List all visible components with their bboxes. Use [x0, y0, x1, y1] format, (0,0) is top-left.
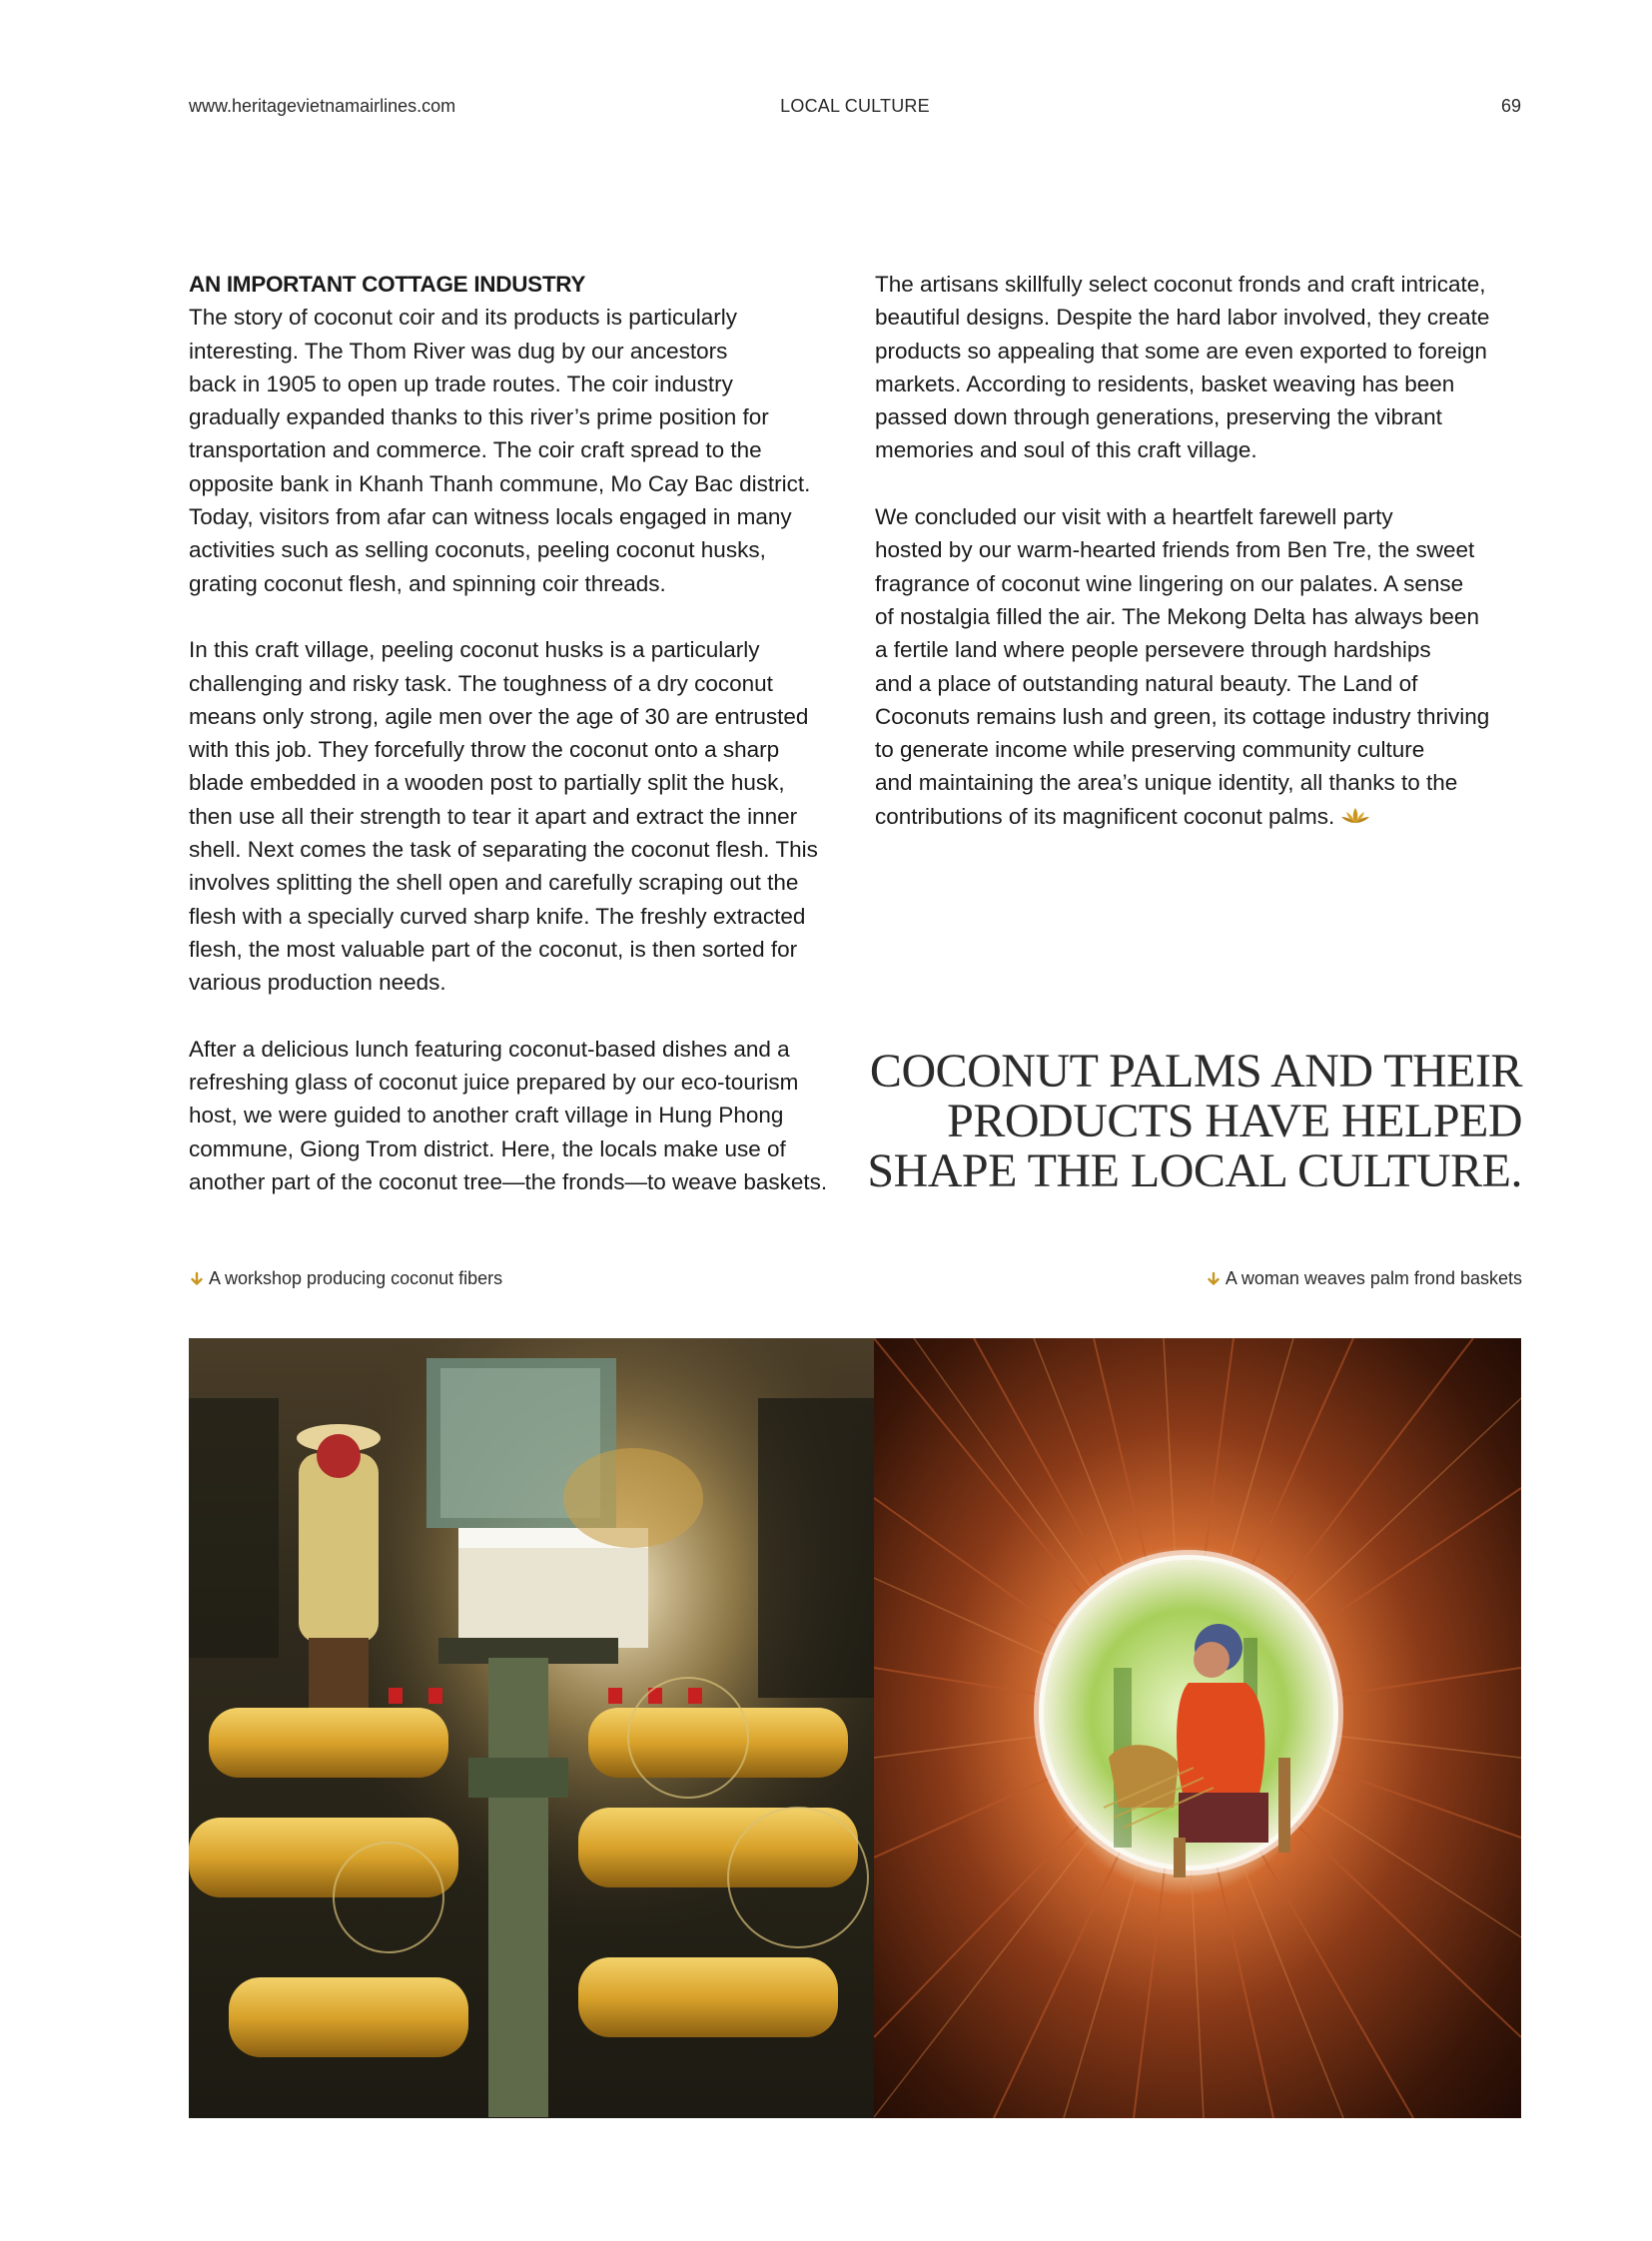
article-paragraph: The artisans skillfully select coconut fronds and craft intricate, beautiful designs. Despite the hard labor involved, they create products so appealing that some are even exported to foreign markets. According to residents, basket weaving has been passed down through generations, preserving the vibrant memories and soul of this craft village. — [875, 272, 1490, 463]
photo-caption-left — [189, 1268, 502, 1289]
article-paragraph: After a delicious lunch featuring coconut-based dishes and a refreshing glass of coconut juice prepared by our eco-tourism host, we were guided to another craft village in Hung Phong commune, Giong Trom district. Here, the locals make use of another part of the coconut tree—the fronds—to weave baskets. — [189, 1036, 828, 1195]
caption-text: A woman weaves palm frond baskets — [1225, 1268, 1522, 1288]
article-column-left — [189, 268, 848, 1198]
coir-workshop-photo — [189, 1338, 874, 2118]
page-number: 69 — [1500, 96, 1521, 116]
article-column-right — [875, 268, 1534, 833]
page-header — [189, 96, 1521, 120]
photo-caption-right — [1206, 1268, 1522, 1289]
section-title: LOCAL CULTURE — [780, 96, 930, 116]
arrow-down-icon — [1206, 1271, 1222, 1287]
article-paragraph-final — [875, 500, 1534, 833]
caption-text: A workshop producing coconut fibers — [209, 1268, 503, 1288]
article-paragraph: In this craft village, peeling coconut husks is a particularly challenging and risky task. The toughness of a dry coconut means only strong, agile men over the age of 30 are entrusted with this job. They forcefully throw the coconut onto a sharp blade embedded in a wooden post to partially split the husk, then use all their strength to tear it apart and extract the inner shell. Next comes the task of separating the coconut flesh. This involves splitting the shell open and carefully scraping out the flesh with a specially curved sharp knife. The freshly extracted flesh, the most valuable part of the coconut, is then sorted for various production needs. — [189, 637, 818, 996]
lotus-icon — [1340, 807, 1370, 825]
website-url[interactable]: www.heritagevietnamairlines.com — [189, 96, 456, 116]
article-heading: AN IMPORTANT COTTAGE INDUSTRY — [189, 272, 586, 297]
arrow-down-icon — [189, 1271, 205, 1287]
basket-weaver-photo — [874, 1338, 1521, 2118]
pull-quote: COCONUT PALMS AND THEIR PRODUCTS HAVE HELPED SHAPE THE LOCAL CULTURE. — [867, 1045, 1522, 1197]
article-paragraph: The story of coconut coir and its products is particularly interesting. The Thom River was dug by our ancestors back in 1905 to open up trade routes. The coir industry gradually expanded thanks to this river’s prime position for transportation and commerce. The coir craft spread to the opposite bank in Khanh Thanh commune, Mo Cay Bac district. Today, visitors from afar can witness locals engaged in many activities such as selling coconuts, peeling coconut husks, grating coconut flesh, and spinning coir threads. — [189, 305, 811, 596]
article-paragraph-text: We concluded our visit with a heartfelt farewell party hosted by our warm-hearted friends from Ben Tre, the sweet fragrance of coconut wine lingering on our palates. A sense of nostalgia filled the air. The Mekong Delta has always been a fertile land where people persevere through hardships and a place of outstanding natural beauty. The Land of Coconuts remains lush and green, its cottage industry thriving to generate income while preserving community culture and maintaining the area’s unique identity, all thanks to the contributions of its magnificent coconut palms. — [875, 504, 1490, 829]
